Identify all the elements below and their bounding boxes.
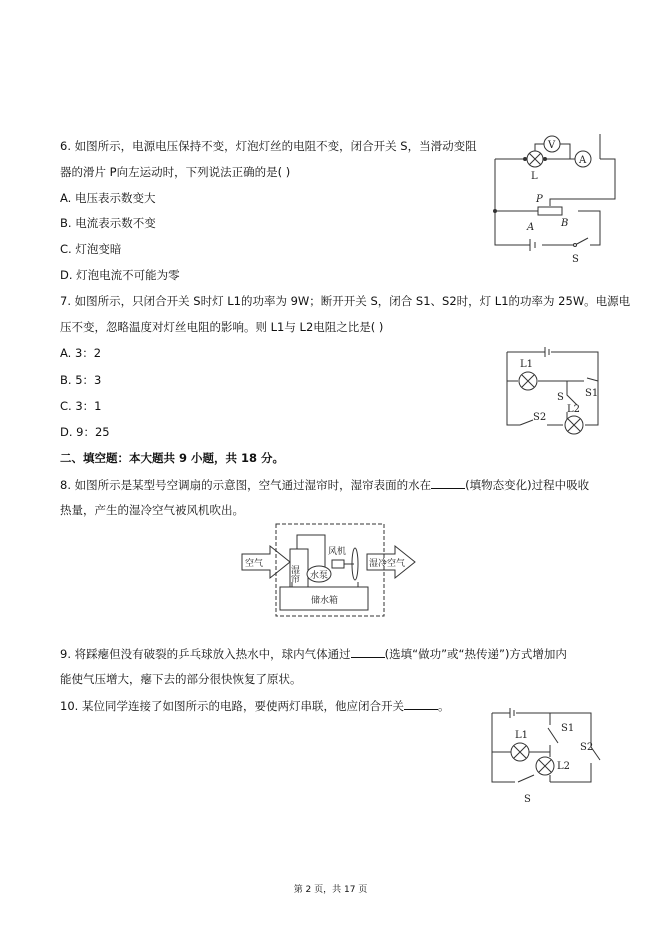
air-out-label: 湿冷空气	[369, 559, 406, 569]
q9-answer-blank[interactable]	[351, 646, 385, 658]
rheostat-end-a: A	[527, 222, 535, 233]
q10-text-part2: 。	[437, 699, 450, 713]
fan-label: 风机	[328, 547, 347, 557]
switch-s1-label: S1	[561, 723, 575, 734]
q7-option-a: A. 3：2	[60, 346, 102, 360]
q6-text-line2: 器的滑片 P向左运动时，下列说法正确的是( )	[60, 165, 291, 179]
q7-option-d: D. 9：25	[60, 425, 110, 439]
switch-s2-label: S2	[533, 412, 547, 423]
q10-circuit-diagram	[490, 705, 600, 805]
q9-text-line1	[60, 646, 567, 661]
voltmeter-label: V	[548, 140, 556, 151]
q7-circuit-diagram	[505, 350, 600, 440]
q8-answer-blank[interactable]	[431, 477, 465, 489]
air-in-label: 空气	[245, 559, 264, 569]
ammeter-label: A	[579, 155, 587, 166]
slider-label: P	[536, 194, 543, 205]
page-footer: 第 2 页，共 17 页	[293, 885, 368, 895]
switch-label: S	[572, 254, 579, 265]
q8-air-cooler-diagram	[240, 522, 430, 620]
q10-text-line1	[60, 698, 449, 713]
q6-option-c: C. 灯泡变暗	[60, 242, 122, 256]
q10-text-part1: 10. 某位同学连接了如图所示的电路，要使两灯串联，他应闭合开关	[60, 699, 404, 713]
lamp2-label: L2	[567, 404, 581, 415]
switch-s-label: S	[524, 794, 531, 805]
switch-s1-label: S1	[585, 388, 599, 399]
lamp2-label: L2	[557, 761, 571, 772]
q9-text-line2: 能使气压增大，瘪下去的部分很快恢复了原状。	[60, 672, 302, 686]
q7-text-line1: 7. 如图所示，只闭合开关 S时灯 L1的功率为 9W；断开开关 S，闭合 S1、S2时，灯 L1的功率为 25W。电源电	[60, 294, 631, 308]
q10-answer-blank[interactable]	[404, 698, 438, 710]
q9-text-part2: (选填“做功”或“热传递”)方式增加内	[384, 647, 567, 661]
lamp1-label: L1	[520, 359, 534, 370]
q7-text-line2: 压不变，忽略温度对灯丝电阻的影响。则 L1与 L2电阻之比是( )	[60, 320, 384, 334]
q7-option-b: B. 5：3	[60, 373, 102, 387]
section-heading-fill-in: 二、填空题：本大题共 9 小题，共 18 分。	[60, 451, 285, 465]
q6-option-b: B. 电流表示数不变	[60, 216, 156, 230]
lamp1-label: L1	[515, 730, 529, 741]
pump-label: 水泵	[310, 571, 329, 581]
curtain-label: 湿帘	[289, 565, 299, 583]
q8-text-part2: (填物态变化)过程中吸收	[465, 478, 590, 492]
q8-text-line2: 热量，产生的湿冷空气被风机吹出。	[60, 503, 244, 517]
switch-s-label: S	[557, 392, 564, 403]
rheostat-end-b: B	[561, 218, 569, 229]
lamp-label: L	[531, 171, 538, 182]
q6-option-d: D. 灯泡电流不可能为零	[60, 268, 180, 282]
q8-text-part1: 8. 如图所示是某型号空调扇的示意图，空气通过湿帘时，湿帘表面的水在	[60, 478, 432, 492]
q9-text-part1: 9. 将踩瘪但没有破裂的乒乓球放入热水中，球内气体通过	[60, 647, 351, 661]
q8-text-line1	[60, 477, 589, 492]
q7-option-c: C. 3：1	[60, 399, 102, 413]
q6-option-a: A. 电压表示数变大	[60, 191, 156, 205]
q6-circuit-diagram	[490, 134, 610, 266]
tank-label: 储水箱	[311, 596, 339, 606]
q6-text-line1: 6. 如图所示，电源电压保持不变，灯泡灯丝的电阻不变，闭合开关 S，当滑动变阻	[60, 139, 477, 153]
switch-s2-label: S2	[580, 742, 594, 753]
